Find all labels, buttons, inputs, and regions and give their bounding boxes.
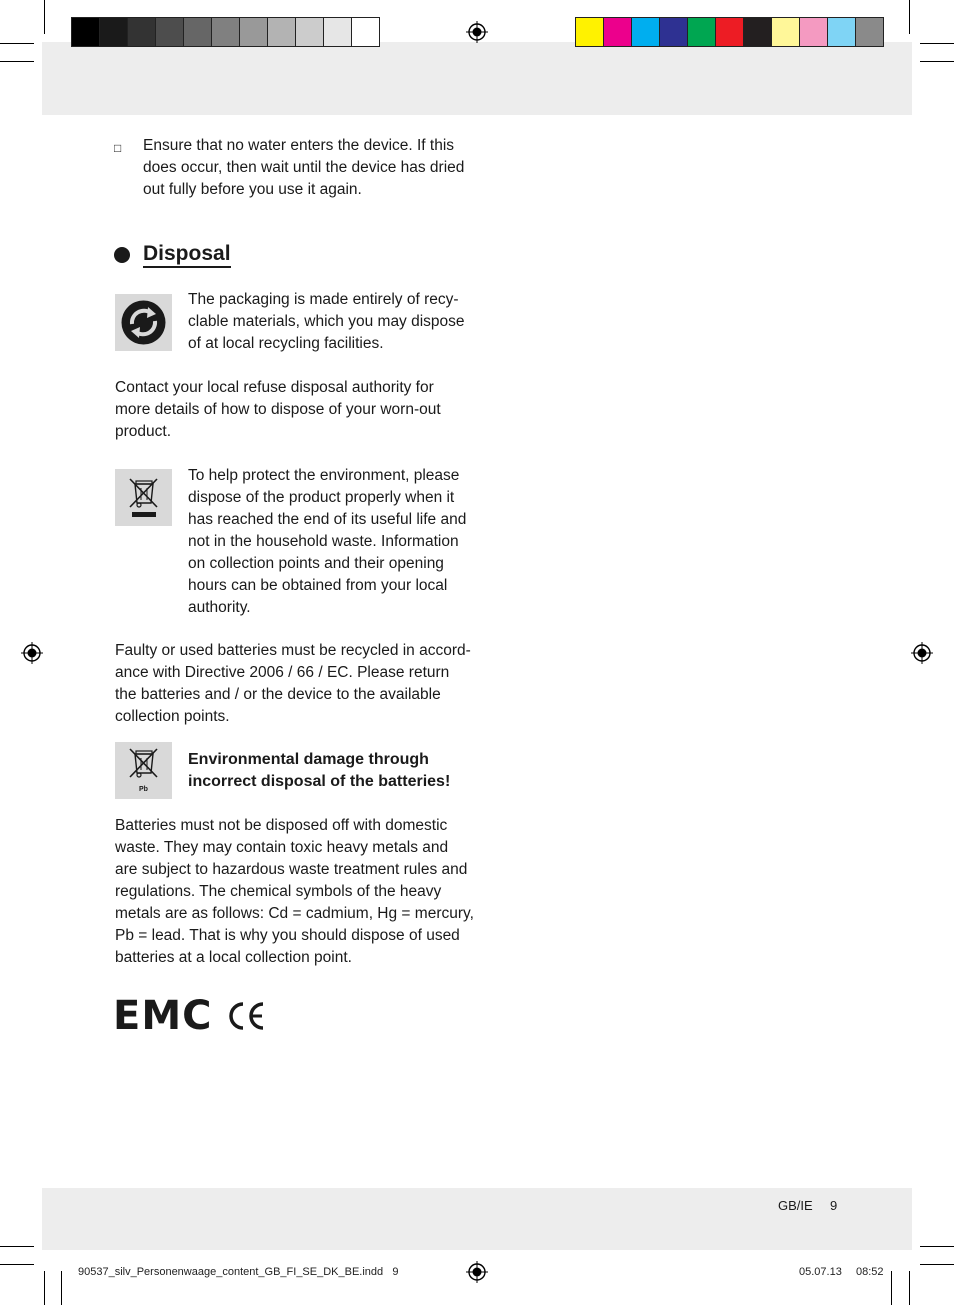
color-swatch: [296, 18, 324, 46]
text-line: dispose of the product properly when it: [188, 489, 455, 506]
text-line: authority.: [188, 599, 251, 616]
color-swatch: [688, 18, 716, 46]
green-dot-recycling-icon: [115, 294, 172, 351]
text-line: To help protect the environment, please: [188, 467, 460, 484]
color-swatch: [156, 18, 184, 46]
color-swatch: [828, 18, 856, 46]
color-swatch: [576, 18, 604, 46]
packaging-text: [188, 289, 465, 355]
contact-text: [115, 377, 441, 443]
color-swatch: [716, 18, 744, 46]
registration-mark-icon: [466, 21, 488, 43]
color-swatch: [268, 18, 296, 46]
registration-mark-icon: [466, 1261, 488, 1283]
text-line: Batteries must not be disposed off with domestic: [115, 817, 448, 834]
heavy-metals-text: [115, 815, 474, 969]
text-line: ance with Directive 2006 / 66 / EC. Please return: [115, 664, 450, 681]
text-line: on collection points and their opening: [188, 555, 444, 572]
text-line: Contact your local refuse disposal authority for: [115, 379, 434, 396]
color-swatch: [72, 18, 100, 46]
text-line: Pb = lead. That is why you should dispose of used: [115, 927, 460, 944]
text-line: more details of how to dispose of your worn-out: [115, 401, 441, 418]
text-line: are subject to hazardous waste treatment rules and: [115, 861, 468, 878]
emc-mark: EMC: [113, 993, 213, 1039]
text-line: of at local recycling facilities.: [188, 335, 384, 352]
text-line: Environmental damage through: [188, 751, 429, 768]
grayscale-color-bar: [71, 17, 380, 47]
color-swatch: [800, 18, 828, 46]
ce-mark: [224, 1001, 266, 1031]
text-line: not in the household waste. Information: [188, 533, 459, 550]
color-swatch: [128, 18, 156, 46]
text-line: hours can be obtained from your local: [188, 577, 448, 594]
color-swatch: [100, 18, 128, 46]
bullet-paragraph: [143, 135, 464, 201]
text-line: metals are as follows: Cd = cadmium, Hg = mercury,: [115, 905, 474, 922]
section-title: Disposal: [143, 242, 231, 268]
text-line: out fully before you use it again.: [143, 181, 362, 198]
battery-bin-pb-icon: [115, 742, 172, 799]
color-swatch: [772, 18, 800, 46]
page-locale: GB/IE: [778, 1198, 813, 1213]
color-swatch: [660, 18, 688, 46]
color-swatch: [212, 18, 240, 46]
header-band: [42, 42, 912, 115]
crossed-out-wheelie-bin-icon: [115, 469, 172, 526]
pb-label: Pb: [139, 786, 148, 793]
color-swatch: [744, 18, 772, 46]
batteries-text: [115, 640, 471, 728]
text-line: Faulty or used batteries must be recycled in accord-: [115, 642, 471, 659]
print-date: 05.07.13: [799, 1266, 842, 1278]
indesign-filename: 90537_silv_Personenwaage_content_GB_FI_SE_DK_BE.indd 9: [78, 1266, 399, 1278]
text-line: incorrect disposal of the batteries!: [188, 773, 451, 790]
color-swatch: [352, 18, 379, 46]
text-line: batteries at a local collection point.: [115, 949, 352, 966]
warning-text: [188, 749, 450, 793]
print-time: 08:52: [856, 1266, 884, 1278]
text-line: has reached the end of its useful life and: [188, 511, 467, 528]
process-color-bar: [575, 17, 884, 47]
text-line: clable materials, which you may dispose: [188, 313, 465, 330]
text-line: The packaging is made entirely of recy-: [188, 291, 459, 308]
registration-mark-icon: [911, 642, 933, 664]
text-line: the batteries and / or the device to the available: [115, 686, 441, 703]
text-line: regulations. The chemical symbols of the heavy: [115, 883, 442, 900]
color-swatch: [856, 18, 883, 46]
page-number: 9: [830, 1198, 838, 1213]
color-swatch: [324, 18, 352, 46]
section-bullet-icon: [114, 247, 130, 263]
color-swatch: [632, 18, 660, 46]
text-line: does occur, then wait until the device has dried: [143, 159, 465, 176]
color-swatch: [240, 18, 268, 46]
text-line: product.: [115, 423, 172, 440]
color-swatch: [184, 18, 212, 46]
text-line: collection points.: [115, 708, 230, 725]
bullet-marker: □: [114, 141, 122, 155]
text-line: waste. They may contain toxic heavy metals and: [115, 839, 449, 856]
registration-mark-icon: [21, 642, 43, 664]
color-swatch: [604, 18, 632, 46]
environment-text: [188, 465, 466, 619]
text-line: Ensure that no water enters the device. If this: [143, 137, 455, 154]
